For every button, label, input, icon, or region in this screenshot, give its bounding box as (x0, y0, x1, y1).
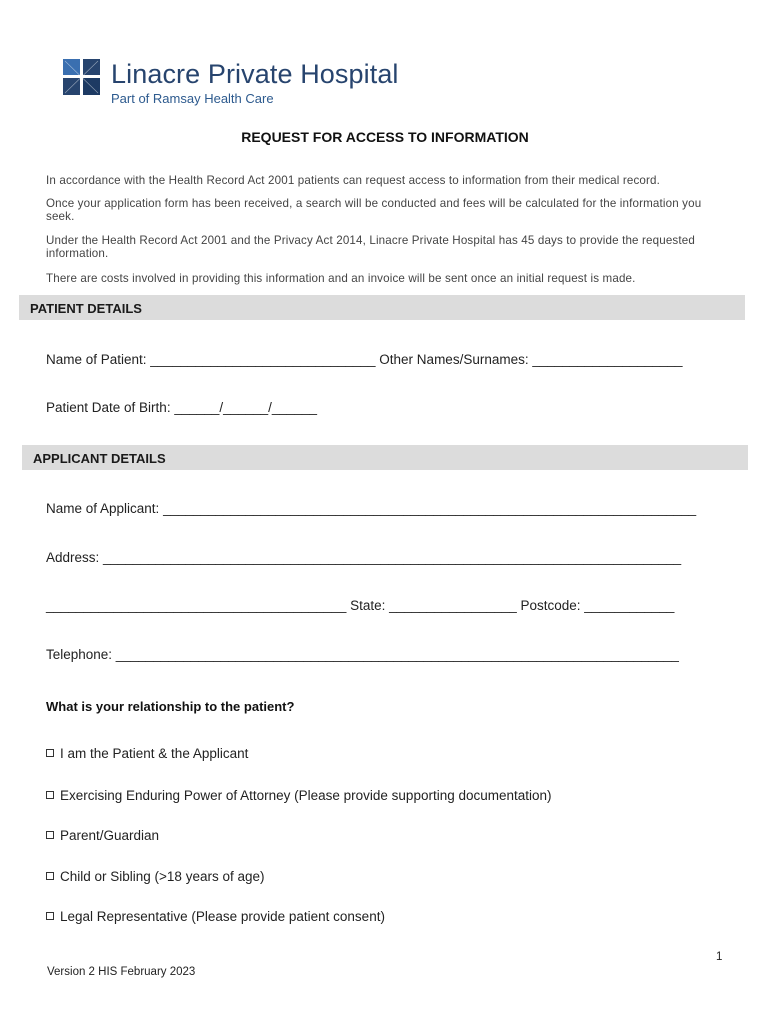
applicant-name-field[interactable]: Name of Applicant: _______________________________________________________________________ (46, 501, 697, 516)
patient-name-field[interactable]: Name of Patient: ______________________________ Other Names/Surnames: ____________________ (46, 352, 683, 367)
applicant-details-heading: APPLICANT DETAILS (33, 451, 166, 466)
option-label: Child or Sibling (>18 years of age) (60, 869, 265, 884)
applicant-details-header (22, 445, 748, 470)
intro-paragraph-4: There are costs involved in providing this information and an invoice will be sent once an initial request is made. (46, 272, 636, 285)
checkbox-icon[interactable] (46, 872, 54, 880)
intro-paragraph-2: Once your application form has been received, a search will be conducted and fees will be calculated for the information you seek. (46, 197, 702, 223)
hospital-name: Linacre Private Hospital (111, 59, 399, 89)
option-label: I am the Patient & the Applicant (60, 746, 249, 761)
page-number: 1 (716, 951, 723, 963)
option-label: Parent/Guardian (60, 828, 160, 843)
state-postcode-field[interactable]: ________________________________________ State: _________________ Postcode: ____________ (46, 598, 675, 613)
checkbox-icon[interactable] (46, 831, 54, 839)
address-field[interactable]: Address: _____________________________________________________________________________ (46, 550, 682, 565)
relationship-question: What is your relationship to the patient? (46, 699, 295, 714)
hospital-logo-icon (63, 59, 100, 95)
option-label: Legal Representative (Please provide patient consent) (60, 909, 385, 924)
patient-details-header (19, 295, 745, 320)
intro-paragraph-1: In accordance with the Health Record Act 2001 patients can request access to information from their medical record. (46, 174, 660, 187)
option-child-sibling[interactable] (46, 869, 264, 884)
checkbox-icon[interactable] (46, 791, 54, 799)
patient-dob-field[interactable]: Patient Date of Birth: ______/______/______ (46, 400, 317, 415)
option-label: Exercising Enduring Power of Attorney (Please provide supporting documentation) (60, 788, 552, 803)
checkbox-icon[interactable] (46, 912, 54, 920)
option-power-of-attorney[interactable] (46, 788, 552, 803)
option-patient-applicant[interactable] (46, 746, 248, 761)
checkbox-icon[interactable] (46, 749, 54, 757)
hospital-subtitle: Part of Ramsay Health Care (111, 91, 274, 106)
document-title: REQUEST FOR ACCESS TO INFORMATION (241, 129, 529, 145)
option-legal-representative[interactable] (46, 909, 385, 924)
version-footer: Version 2 HIS February 2023 (47, 966, 196, 978)
telephone-field[interactable]: Telephone: ___________________________________________________________________________ (46, 647, 679, 662)
patient-details-heading: PATIENT DETAILS (30, 301, 142, 316)
option-parent-guardian[interactable] (46, 828, 159, 843)
intro-paragraph-3: Under the Health Record Act 2001 and the Privacy Act 2014, Linacre Private Hospital has 45 days to provide the requested information. (46, 234, 695, 260)
